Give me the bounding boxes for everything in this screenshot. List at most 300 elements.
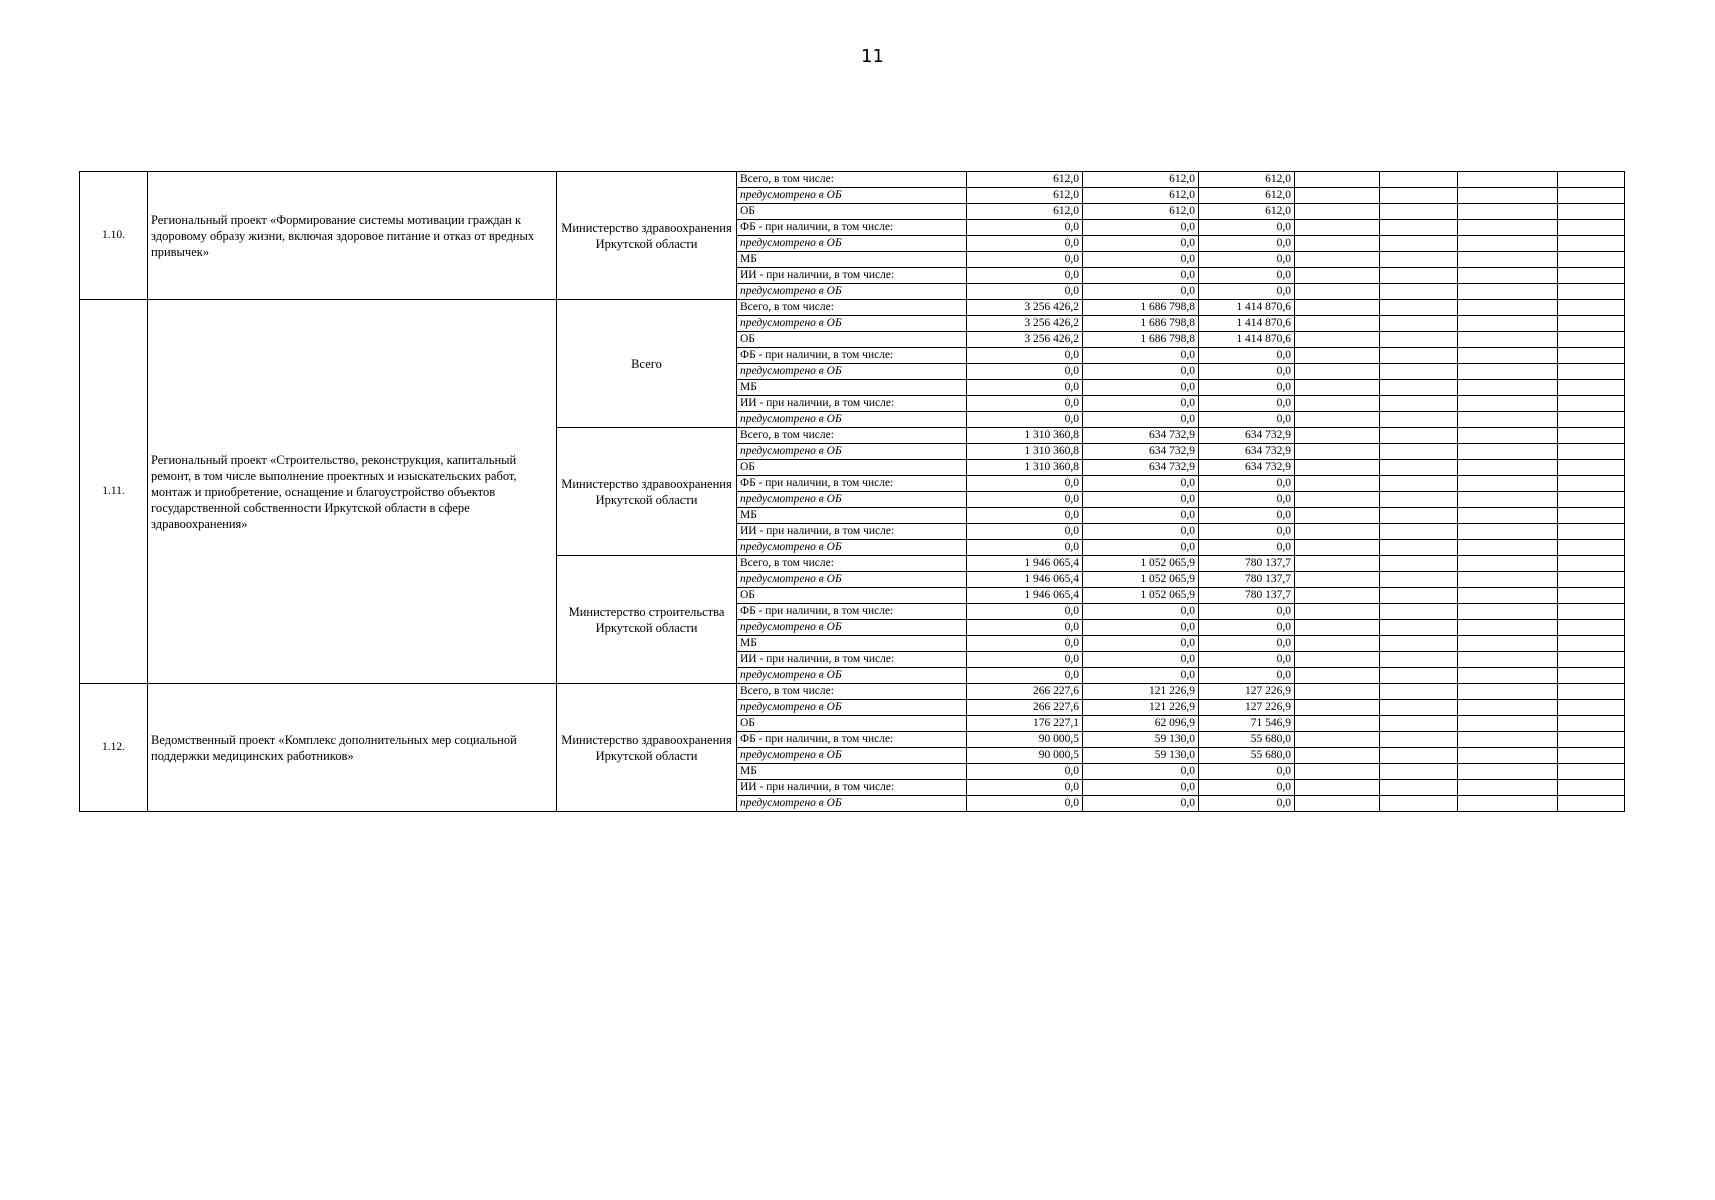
budget-table bbox=[79, 171, 1625, 812]
empty-cell bbox=[1380, 220, 1458, 236]
amount-cell: 0,0 bbox=[967, 764, 1083, 780]
empty-cell bbox=[1295, 524, 1380, 540]
empty-cell bbox=[1458, 268, 1558, 284]
amount-cell: 0,0 bbox=[967, 796, 1083, 812]
funding-source-label: ИИ - при наличии, в том числе: bbox=[737, 652, 967, 668]
empty-cell bbox=[1458, 332, 1558, 348]
amount-cell: 0,0 bbox=[967, 364, 1083, 380]
empty-cell bbox=[1458, 572, 1558, 588]
amount-cell: 0,0 bbox=[1083, 284, 1199, 300]
empty-cell bbox=[1380, 348, 1458, 364]
funding-source-label: ОБ bbox=[737, 588, 967, 604]
amount-cell: 0,0 bbox=[967, 492, 1083, 508]
amount-cell: 0,0 bbox=[1083, 652, 1199, 668]
empty-cell bbox=[1295, 796, 1380, 812]
amount-cell: 0,0 bbox=[1199, 652, 1295, 668]
amount-cell: 3 256 426,2 bbox=[967, 316, 1083, 332]
empty-cell bbox=[1295, 732, 1380, 748]
empty-cell bbox=[1295, 508, 1380, 524]
amount-cell: 1 310 360,8 bbox=[967, 444, 1083, 460]
amount-cell: 0,0 bbox=[967, 668, 1083, 684]
empty-cell bbox=[1458, 780, 1558, 796]
empty-cell bbox=[1558, 332, 1625, 348]
amount-cell: 1 946 065,4 bbox=[967, 588, 1083, 604]
amount-cell: 780 137,7 bbox=[1199, 588, 1295, 604]
empty-cell bbox=[1558, 668, 1625, 684]
amount-cell: 0,0 bbox=[1199, 396, 1295, 412]
amount-cell: 127 226,9 bbox=[1199, 684, 1295, 700]
funding-source-label: предусмотрено в ОБ bbox=[737, 236, 967, 252]
empty-cell bbox=[1295, 764, 1380, 780]
empty-cell bbox=[1458, 220, 1558, 236]
empty-cell bbox=[1380, 604, 1458, 620]
empty-cell bbox=[1558, 380, 1625, 396]
funding-source-label: предусмотрено в ОБ bbox=[737, 796, 967, 812]
amount-cell: 0,0 bbox=[1083, 780, 1199, 796]
empty-cell bbox=[1558, 268, 1625, 284]
empty-cell bbox=[1558, 460, 1625, 476]
amount-cell: 0,0 bbox=[1199, 252, 1295, 268]
empty-cell bbox=[1558, 716, 1625, 732]
funding-source-label: ОБ bbox=[737, 332, 967, 348]
amount-cell: 0,0 bbox=[1199, 524, 1295, 540]
empty-cell bbox=[1558, 396, 1625, 412]
amount-cell: 634 732,9 bbox=[1199, 428, 1295, 444]
amount-cell: 0,0 bbox=[1199, 348, 1295, 364]
empty-cell bbox=[1295, 428, 1380, 444]
empty-cell bbox=[1380, 412, 1458, 428]
funding-source-label: ФБ - при наличии, в том числе: bbox=[737, 604, 967, 620]
amount-cell: 121 226,9 bbox=[1083, 684, 1199, 700]
empty-cell bbox=[1558, 316, 1625, 332]
empty-cell bbox=[1295, 284, 1380, 300]
empty-cell bbox=[1558, 540, 1625, 556]
project-title: Ведомственный проект «Комплекс дополнительных мер социальной поддержки медицинских работников» bbox=[148, 684, 557, 812]
funding-source-label: Всего, в том числе: bbox=[737, 300, 967, 316]
empty-cell bbox=[1558, 252, 1625, 268]
empty-cell bbox=[1458, 556, 1558, 572]
funding-source-label: МБ bbox=[737, 636, 967, 652]
empty-cell bbox=[1558, 684, 1625, 700]
empty-cell bbox=[1458, 604, 1558, 620]
amount-cell: 90 000,5 bbox=[967, 732, 1083, 748]
empty-cell bbox=[1295, 604, 1380, 620]
empty-cell bbox=[1295, 348, 1380, 364]
empty-cell bbox=[1295, 556, 1380, 572]
executor-cell: Министерство строительства Иркутской области bbox=[557, 556, 737, 684]
empty-cell bbox=[1458, 412, 1558, 428]
empty-cell bbox=[1558, 636, 1625, 652]
project-title: Региональный проект «Строительство, реконструкция, капитальный ремонт, в том числе выполнение проектных и изыскательских работ, монтаж и приобретение, оснащение и благоустройство объектов государственной собственности Иркутской области в сфере здравоохранения» bbox=[148, 300, 557, 684]
empty-cell bbox=[1295, 460, 1380, 476]
empty-cell bbox=[1458, 524, 1558, 540]
amount-cell: 176 227,1 bbox=[967, 716, 1083, 732]
empty-cell bbox=[1380, 300, 1458, 316]
amount-cell: 0,0 bbox=[967, 348, 1083, 364]
funding-source-label: предусмотрено в ОБ bbox=[737, 188, 967, 204]
empty-cell bbox=[1558, 444, 1625, 460]
amount-cell: 1 414 870,6 bbox=[1199, 300, 1295, 316]
amount-cell: 0,0 bbox=[1199, 636, 1295, 652]
empty-cell bbox=[1458, 428, 1558, 444]
funding-source-label: предусмотрено в ОБ bbox=[737, 316, 967, 332]
empty-cell bbox=[1295, 684, 1380, 700]
amount-cell: 1 052 065,9 bbox=[1083, 572, 1199, 588]
empty-cell bbox=[1295, 540, 1380, 556]
executor-cell: Министерство здравоохранения Иркутской области bbox=[557, 684, 737, 812]
empty-cell bbox=[1380, 252, 1458, 268]
empty-cell bbox=[1458, 588, 1558, 604]
funding-source-label: ИИ - при наличии, в том числе: bbox=[737, 524, 967, 540]
table-row bbox=[80, 684, 1625, 700]
empty-cell bbox=[1458, 716, 1558, 732]
funding-source-label: Всего, в том числе: bbox=[737, 556, 967, 572]
amount-cell: 634 732,9 bbox=[1083, 460, 1199, 476]
empty-cell bbox=[1380, 572, 1458, 588]
amount-cell: 0,0 bbox=[967, 780, 1083, 796]
empty-cell bbox=[1295, 748, 1380, 764]
empty-cell bbox=[1295, 300, 1380, 316]
empty-cell bbox=[1458, 636, 1558, 652]
empty-cell bbox=[1380, 188, 1458, 204]
empty-cell bbox=[1458, 172, 1558, 188]
empty-cell bbox=[1458, 188, 1558, 204]
empty-cell bbox=[1380, 460, 1458, 476]
empty-cell bbox=[1458, 492, 1558, 508]
empty-cell bbox=[1458, 764, 1558, 780]
empty-cell bbox=[1380, 556, 1458, 572]
empty-cell bbox=[1458, 668, 1558, 684]
amount-cell: 1 686 798,8 bbox=[1083, 300, 1199, 316]
empty-cell bbox=[1295, 204, 1380, 220]
amount-cell: 0,0 bbox=[1199, 220, 1295, 236]
amount-cell: 1 946 065,4 bbox=[967, 572, 1083, 588]
empty-cell bbox=[1458, 380, 1558, 396]
empty-cell bbox=[1380, 476, 1458, 492]
amount-cell: 612,0 bbox=[967, 204, 1083, 220]
amount-cell: 0,0 bbox=[967, 380, 1083, 396]
empty-cell bbox=[1295, 620, 1380, 636]
empty-cell bbox=[1558, 508, 1625, 524]
empty-cell bbox=[1558, 220, 1625, 236]
amount-cell: 0,0 bbox=[967, 236, 1083, 252]
empty-cell bbox=[1295, 652, 1380, 668]
amount-cell: 0,0 bbox=[967, 636, 1083, 652]
empty-cell bbox=[1558, 348, 1625, 364]
empty-cell bbox=[1380, 204, 1458, 220]
amount-cell: 0,0 bbox=[967, 284, 1083, 300]
funding-source-label: предусмотрено в ОБ bbox=[737, 572, 967, 588]
empty-cell bbox=[1380, 236, 1458, 252]
row-number: 1.11. bbox=[80, 300, 148, 684]
empty-cell bbox=[1380, 428, 1458, 444]
funding-source-label: ИИ - при наличии, в том числе: bbox=[737, 780, 967, 796]
empty-cell bbox=[1295, 316, 1380, 332]
empty-cell bbox=[1295, 396, 1380, 412]
funding-source-label: ОБ bbox=[737, 716, 967, 732]
amount-cell: 121 226,9 bbox=[1083, 700, 1199, 716]
amount-cell: 1 310 360,8 bbox=[967, 460, 1083, 476]
amount-cell: 266 227,6 bbox=[967, 700, 1083, 716]
empty-cell bbox=[1458, 476, 1558, 492]
empty-cell bbox=[1380, 796, 1458, 812]
amount-cell: 612,0 bbox=[1083, 188, 1199, 204]
amount-cell: 0,0 bbox=[1083, 508, 1199, 524]
empty-cell bbox=[1458, 396, 1558, 412]
empty-cell bbox=[1380, 716, 1458, 732]
amount-cell: 634 732,9 bbox=[1083, 444, 1199, 460]
amount-cell: 0,0 bbox=[1083, 620, 1199, 636]
amount-cell: 1 052 065,9 bbox=[1083, 588, 1199, 604]
empty-cell bbox=[1380, 508, 1458, 524]
funding-source-label: предусмотрено в ОБ bbox=[737, 620, 967, 636]
empty-cell bbox=[1558, 476, 1625, 492]
empty-cell bbox=[1380, 668, 1458, 684]
funding-source-label: ФБ - при наличии, в том числе: bbox=[737, 220, 967, 236]
amount-cell: 0,0 bbox=[1083, 764, 1199, 780]
empty-cell bbox=[1458, 652, 1558, 668]
amount-cell: 0,0 bbox=[1083, 668, 1199, 684]
empty-cell bbox=[1295, 492, 1380, 508]
amount-cell: 0,0 bbox=[1199, 412, 1295, 428]
empty-cell bbox=[1295, 220, 1380, 236]
amount-cell: 0,0 bbox=[1199, 604, 1295, 620]
empty-cell bbox=[1458, 460, 1558, 476]
empty-cell bbox=[1458, 540, 1558, 556]
funding-source-label: предусмотрено в ОБ bbox=[737, 284, 967, 300]
amount-cell: 0,0 bbox=[967, 476, 1083, 492]
amount-cell: 0,0 bbox=[967, 412, 1083, 428]
amount-cell: 612,0 bbox=[967, 172, 1083, 188]
funding-source-label: предусмотрено в ОБ bbox=[737, 364, 967, 380]
empty-cell bbox=[1458, 444, 1558, 460]
funding-source-label: Всего, в том числе: bbox=[737, 428, 967, 444]
amount-cell: 62 096,9 bbox=[1083, 716, 1199, 732]
amount-cell: 0,0 bbox=[1083, 364, 1199, 380]
amount-cell: 127 226,9 bbox=[1199, 700, 1295, 716]
empty-cell bbox=[1295, 716, 1380, 732]
empty-cell bbox=[1295, 412, 1380, 428]
amount-cell: 0,0 bbox=[1199, 476, 1295, 492]
amount-cell: 0,0 bbox=[1083, 476, 1199, 492]
empty-cell bbox=[1458, 204, 1558, 220]
empty-cell bbox=[1380, 492, 1458, 508]
funding-source-label: МБ bbox=[737, 252, 967, 268]
empty-cell bbox=[1458, 284, 1558, 300]
funding-source-label: МБ bbox=[737, 508, 967, 524]
amount-cell: 90 000,5 bbox=[967, 748, 1083, 764]
amount-cell: 0,0 bbox=[1199, 764, 1295, 780]
amount-cell: 0,0 bbox=[1199, 268, 1295, 284]
empty-cell bbox=[1380, 172, 1458, 188]
funding-source-label: Всего, в том числе: bbox=[737, 684, 967, 700]
table-row bbox=[80, 300, 1625, 316]
empty-cell bbox=[1380, 732, 1458, 748]
empty-cell bbox=[1558, 588, 1625, 604]
amount-cell: 634 732,9 bbox=[1199, 460, 1295, 476]
funding-source-label: ОБ bbox=[737, 204, 967, 220]
empty-cell bbox=[1558, 604, 1625, 620]
empty-cell bbox=[1558, 364, 1625, 380]
amount-cell: 1 052 065,9 bbox=[1083, 556, 1199, 572]
funding-source-label: ФБ - при наличии, в том числе: bbox=[737, 476, 967, 492]
amount-cell: 0,0 bbox=[1083, 268, 1199, 284]
amount-cell: 612,0 bbox=[1199, 188, 1295, 204]
amount-cell: 0,0 bbox=[1199, 492, 1295, 508]
empty-cell bbox=[1295, 252, 1380, 268]
amount-cell: 612,0 bbox=[1083, 204, 1199, 220]
amount-cell: 612,0 bbox=[1083, 172, 1199, 188]
funding-source-label: ФБ - при наличии, в том числе: bbox=[737, 348, 967, 364]
empty-cell bbox=[1558, 732, 1625, 748]
row-number: 1.12. bbox=[80, 684, 148, 812]
amount-cell: 1 310 360,8 bbox=[967, 428, 1083, 444]
empty-cell bbox=[1458, 508, 1558, 524]
amount-cell: 0,0 bbox=[1199, 380, 1295, 396]
amount-cell: 780 137,7 bbox=[1199, 556, 1295, 572]
amount-cell: 0,0 bbox=[1199, 796, 1295, 812]
empty-cell bbox=[1295, 588, 1380, 604]
executor-cell: Министерство здравоохранения Иркутской области bbox=[557, 172, 737, 300]
amount-cell: 780 137,7 bbox=[1199, 572, 1295, 588]
empty-cell bbox=[1295, 476, 1380, 492]
amount-cell: 3 256 426,2 bbox=[967, 332, 1083, 348]
empty-cell bbox=[1558, 300, 1625, 316]
amount-cell: 1 946 065,4 bbox=[967, 556, 1083, 572]
empty-cell bbox=[1380, 540, 1458, 556]
empty-cell bbox=[1380, 396, 1458, 412]
amount-cell: 59 130,0 bbox=[1083, 748, 1199, 764]
amount-cell: 612,0 bbox=[1199, 172, 1295, 188]
empty-cell bbox=[1458, 364, 1558, 380]
amount-cell: 634 732,9 bbox=[1199, 444, 1295, 460]
empty-cell bbox=[1295, 780, 1380, 796]
amount-cell: 0,0 bbox=[1199, 284, 1295, 300]
amount-cell: 1 414 870,6 bbox=[1199, 316, 1295, 332]
funding-source-label: предусмотрено в ОБ bbox=[737, 444, 967, 460]
amount-cell: 0,0 bbox=[1199, 620, 1295, 636]
amount-cell: 0,0 bbox=[1083, 252, 1199, 268]
amount-cell: 0,0 bbox=[967, 508, 1083, 524]
empty-cell bbox=[1380, 652, 1458, 668]
amount-cell: 0,0 bbox=[1199, 364, 1295, 380]
empty-cell bbox=[1558, 204, 1625, 220]
project-title: Региональный проект «Формирование системы мотивации граждан к здоровому образу жизни, включая здоровое питание и отказ от вредных привычек» bbox=[148, 172, 557, 300]
amount-cell: 0,0 bbox=[1199, 508, 1295, 524]
empty-cell bbox=[1558, 412, 1625, 428]
amount-cell: 1 686 798,8 bbox=[1083, 316, 1199, 332]
amount-cell: 0,0 bbox=[1199, 540, 1295, 556]
amount-cell: 0,0 bbox=[1083, 524, 1199, 540]
amount-cell: 0,0 bbox=[1199, 668, 1295, 684]
amount-cell: 612,0 bbox=[1199, 204, 1295, 220]
empty-cell bbox=[1458, 700, 1558, 716]
empty-cell bbox=[1458, 684, 1558, 700]
amount-cell: 0,0 bbox=[967, 620, 1083, 636]
empty-cell bbox=[1558, 620, 1625, 636]
empty-cell bbox=[1458, 348, 1558, 364]
funding-source-label: ИИ - при наличии, в том числе: bbox=[737, 268, 967, 284]
funding-source-label: ИИ - при наличии, в том числе: bbox=[737, 396, 967, 412]
empty-cell bbox=[1458, 300, 1558, 316]
amount-cell: 0,0 bbox=[1199, 236, 1295, 252]
amount-cell: 0,0 bbox=[1083, 636, 1199, 652]
empty-cell bbox=[1380, 636, 1458, 652]
empty-cell bbox=[1295, 172, 1380, 188]
amount-cell: 0,0 bbox=[1083, 540, 1199, 556]
empty-cell bbox=[1458, 732, 1558, 748]
empty-cell bbox=[1295, 268, 1380, 284]
amount-cell: 612,0 bbox=[967, 188, 1083, 204]
amount-cell: 0,0 bbox=[967, 540, 1083, 556]
amount-cell: 0,0 bbox=[1083, 380, 1199, 396]
empty-cell bbox=[1380, 684, 1458, 700]
empty-cell bbox=[1295, 188, 1380, 204]
funding-source-label: МБ bbox=[737, 764, 967, 780]
amount-cell: 0,0 bbox=[1199, 780, 1295, 796]
empty-cell bbox=[1380, 524, 1458, 540]
funding-source-label: предусмотрено в ОБ bbox=[737, 412, 967, 428]
empty-cell bbox=[1380, 620, 1458, 636]
empty-cell bbox=[1380, 268, 1458, 284]
amount-cell: 0,0 bbox=[1083, 396, 1199, 412]
empty-cell bbox=[1380, 380, 1458, 396]
funding-source-label: предусмотрено в ОБ bbox=[737, 700, 967, 716]
amount-cell: 0,0 bbox=[967, 252, 1083, 268]
amount-cell: 0,0 bbox=[1083, 412, 1199, 428]
empty-cell bbox=[1558, 780, 1625, 796]
funding-source-label: ФБ - при наличии, в том числе: bbox=[737, 732, 967, 748]
funding-source-label: предусмотрено в ОБ bbox=[737, 492, 967, 508]
amount-cell: 634 732,9 bbox=[1083, 428, 1199, 444]
empty-cell bbox=[1558, 172, 1625, 188]
empty-cell bbox=[1295, 332, 1380, 348]
amount-cell: 266 227,6 bbox=[967, 684, 1083, 700]
empty-cell bbox=[1295, 668, 1380, 684]
empty-cell bbox=[1380, 588, 1458, 604]
empty-cell bbox=[1380, 332, 1458, 348]
funding-source-label: предусмотрено в ОБ bbox=[737, 668, 967, 684]
budget-table-body bbox=[80, 172, 1625, 812]
amount-cell: 1 686 798,8 bbox=[1083, 332, 1199, 348]
amount-cell: 0,0 bbox=[1083, 236, 1199, 252]
amount-cell: 3 256 426,2 bbox=[967, 300, 1083, 316]
executor-cell: Министерство здравоохранения Иркутской области bbox=[557, 428, 737, 556]
amount-cell: 0,0 bbox=[1083, 220, 1199, 236]
empty-cell bbox=[1558, 748, 1625, 764]
funding-source-label: предусмотрено в ОБ bbox=[737, 748, 967, 764]
amount-cell: 1 414 870,6 bbox=[1199, 332, 1295, 348]
empty-cell bbox=[1558, 236, 1625, 252]
funding-source-label: Всего, в том числе: bbox=[737, 172, 967, 188]
empty-cell bbox=[1558, 764, 1625, 780]
empty-cell bbox=[1295, 236, 1380, 252]
amount-cell: 55 680,0 bbox=[1199, 732, 1295, 748]
amount-cell: 0,0 bbox=[1083, 604, 1199, 620]
amount-cell: 0,0 bbox=[967, 652, 1083, 668]
empty-cell bbox=[1380, 444, 1458, 460]
amount-cell: 59 130,0 bbox=[1083, 732, 1199, 748]
funding-source-label: предусмотрено в ОБ bbox=[737, 540, 967, 556]
amount-cell: 0,0 bbox=[967, 604, 1083, 620]
amount-cell: 0,0 bbox=[967, 396, 1083, 412]
empty-cell bbox=[1558, 652, 1625, 668]
amount-cell: 0,0 bbox=[967, 220, 1083, 236]
empty-cell bbox=[1558, 428, 1625, 444]
empty-cell bbox=[1558, 524, 1625, 540]
empty-cell bbox=[1295, 444, 1380, 460]
funding-source-label: МБ bbox=[737, 380, 967, 396]
